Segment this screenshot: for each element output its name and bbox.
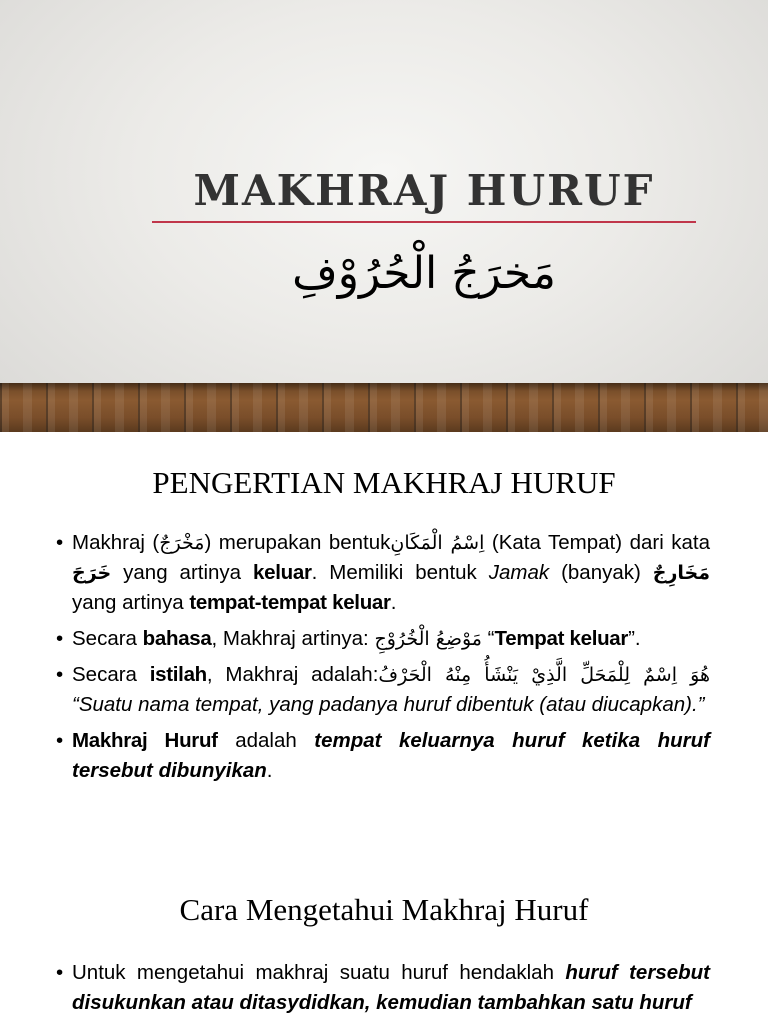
text: adalah [217, 729, 315, 752]
arabic-text-bold: خَرَجَ [72, 562, 112, 584]
text: . Memiliki bentuk [311, 561, 489, 584]
text: Makhraj ( [72, 531, 160, 554]
arabic-text: مَوْضِعُ الْخُرُوْجِ [374, 628, 482, 650]
bold-text: Tempat keluar [494, 627, 629, 650]
bold-italic-text: tempat keluarnya huruf ketika huruf tersebut dibunyikan [72, 729, 710, 782]
floor-shadow [0, 383, 768, 391]
text: Untuk mengetahui makhraj suatu huruf hendaklah [72, 961, 566, 984]
bullet-item-3 [56, 660, 710, 720]
text: (banyak) [549, 561, 653, 584]
section-heading-pengertian: PENGERTIAN MAKHRAJ HURUF [152, 465, 616, 500]
text: ”. [628, 627, 641, 650]
bullet-item-4 [56, 726, 710, 786]
bold-text: istilah [149, 663, 207, 686]
text: yang artinya [72, 591, 190, 614]
text: “ [481, 627, 495, 650]
text: (Kata Tempat) dari kata [484, 531, 711, 554]
italic-text: “Suatu nama tempat, yang padanya huruf dibentuk (atau diucapkan).” [72, 693, 705, 716]
arabic-text: هُوَ اِسْمٌ لِلْمَحَلِّ الَّذِيْ يَنْشَأُ مِنْهُ الْحَرْفُ [378, 664, 710, 686]
text: ) merupakan bentuk [204, 531, 391, 554]
bullet-item-2 [56, 624, 710, 654]
text: Secara [72, 663, 150, 686]
bold-italic-text: huruf tersebut disukunkan atau ditasydidkan, kemudian tambahkan satu huruf [72, 961, 710, 1014]
text: yang artinya [111, 561, 254, 584]
slide-title: MAKHRAJ HURUF [193, 166, 655, 215]
bold-text: keluar [253, 561, 312, 584]
text: , Makhraj artinya: [211, 627, 375, 650]
bullet-item-5 [56, 958, 710, 1018]
text: , Makhraj adalah: [206, 663, 379, 686]
bold-text: bahasa [142, 627, 212, 650]
bullet-item-1 [56, 528, 710, 618]
text: . [390, 591, 397, 614]
title-divider [152, 221, 696, 223]
italic-text: Jamak [488, 561, 550, 584]
text: Secara [72, 627, 143, 650]
bold-text: tempat-tempat keluar [189, 591, 391, 614]
section-heading-cara: Cara Mengetahui Makhraj Huruf [179, 892, 589, 927]
content-slide [0, 432, 768, 1024]
arabic-title: مَخرَجُ الْحُرُوْفِ [292, 248, 556, 299]
title-slide [0, 0, 768, 432]
bold-text: Makhraj Huruf [72, 729, 218, 752]
arabic-text: مَخْرَجٌ [159, 532, 205, 554]
text: . [266, 759, 273, 782]
arabic-text: اِسْمُ الْمَكَانِ [390, 532, 485, 554]
arabic-text-bold: مَخَارِجٌ [652, 562, 710, 584]
definition-list [56, 528, 710, 792]
method-list [56, 958, 710, 1024]
